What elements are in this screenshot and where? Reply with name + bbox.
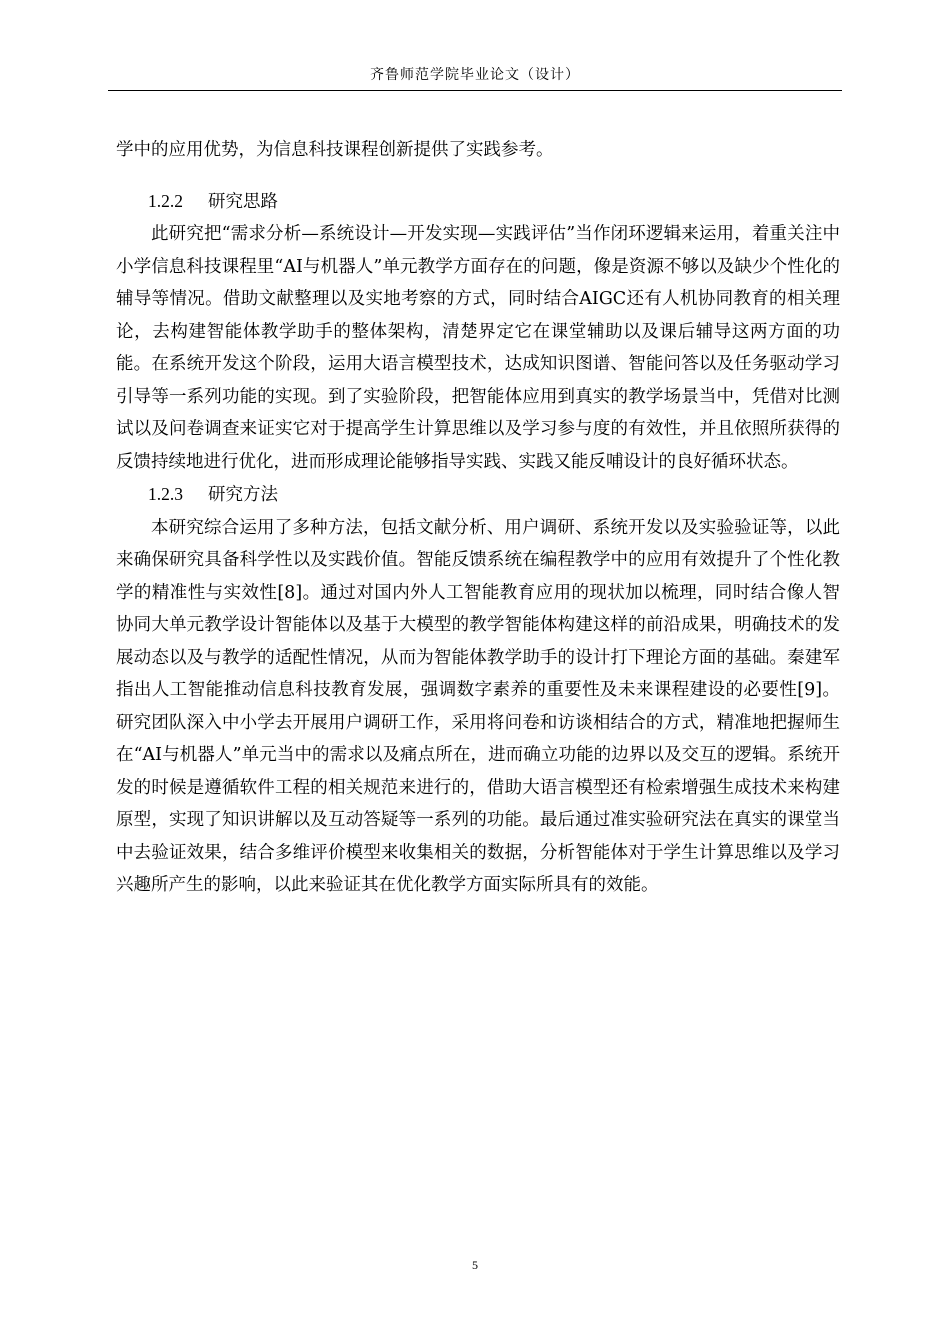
document-body [116, 134, 840, 902]
header-title: 齐鲁师范学院毕业论文（设计） [370, 67, 580, 83]
section-number: 1.2.2 [148, 190, 183, 211]
section-paragraph-research-approach: 此研究把“需求分析—系统设计—开发实现—实践评估”当作闭环逻辑来运用，着重关注中小学信息科技课程里“AI与机器人”单元教学方面存在的问题，像是资源不够以及缺少个性化的辅导等情况。借助文献整理以及实地考察的方式，同时结合AIGC还有人机协同教育的相关理论，去构建智能体教学助手的整体架构，清楚界定它在课堂辅助以及课后辅导这两方面的功能。在系统开发这个阶段，运用大语言模型技术，达成知识图谱、智能问答以及任务驱动学习引导等一系列功能的实现。到了实验阶段，把智能体应用到真实的教学场景当中，凭借对比测试以及问卷调查来证实它对于提高学生计算思维以及学习参与度的有效性，并且依照所获得的反馈持续地进行优化，进而形成理论能够指导实践、实践又能反哺设计的良好循环状态。 [116, 224, 840, 472]
section-title: 研究思路 [208, 191, 278, 212]
continuation-paragraph: 学中的应用优势，为信息科技课程创新提供了实践参考。 [116, 140, 554, 160]
section-heading-1-2-3 [116, 478, 840, 512]
section-heading-1-2-2 [116, 185, 840, 219]
page-footer [0, 1258, 950, 1273]
page-header [108, 66, 842, 91]
section-number: 1.2.3 [148, 484, 183, 504]
section-title: 研究方法 [208, 485, 278, 505]
section-paragraph-research-methods: 本研究综合运用了多种方法，包括文献分析、用户调研、系统开发以及实验验证等，以此来确保研究具备科学性以及实践价值。智能反馈系统在编程教学中的应用有效提升了个性化教学的精准性与实效性[8]。通过对国内外人工智能教育应用的现状加以梳理，同时结合像人智协同大单元教学设计智能体以及基于大模型的教学智能体构建这样的前沿成果，明确技术的发展动态以及与教学的适配性情况，从而为智能体教学助手的设计打下理论方面的基础。秦建军指出人工智能推动信息科技教育发展，强调数字素养的重要性及未来课程建设的必要性[9]。研究团队深入中小学去开展用户调研工作，采用将问卷和访谈相结合的方式，精准地把握师生在“AI与机器人”单元当中的需求以及痛点所在，进而确立功能的边界以及交互的逻辑。系统开发的时候是遵循软件工程的相关规范来进行的，借助大语言模型还有检索增强生成技术来构建原型，实现了知识讲解以及互动答疑等一系列的功能。最后通过准实验研究法在真实的课堂当中去验证效果，结合多维评价模型来收集相关的数据，分析智能体对于学生计算思维以及学习兴趣所产生的影响，以此来验证其在优化教学方面实际所具有的效能。 [116, 517, 840, 895]
paragraph-gap [116, 167, 840, 185]
page-number: 5 [472, 1258, 478, 1272]
